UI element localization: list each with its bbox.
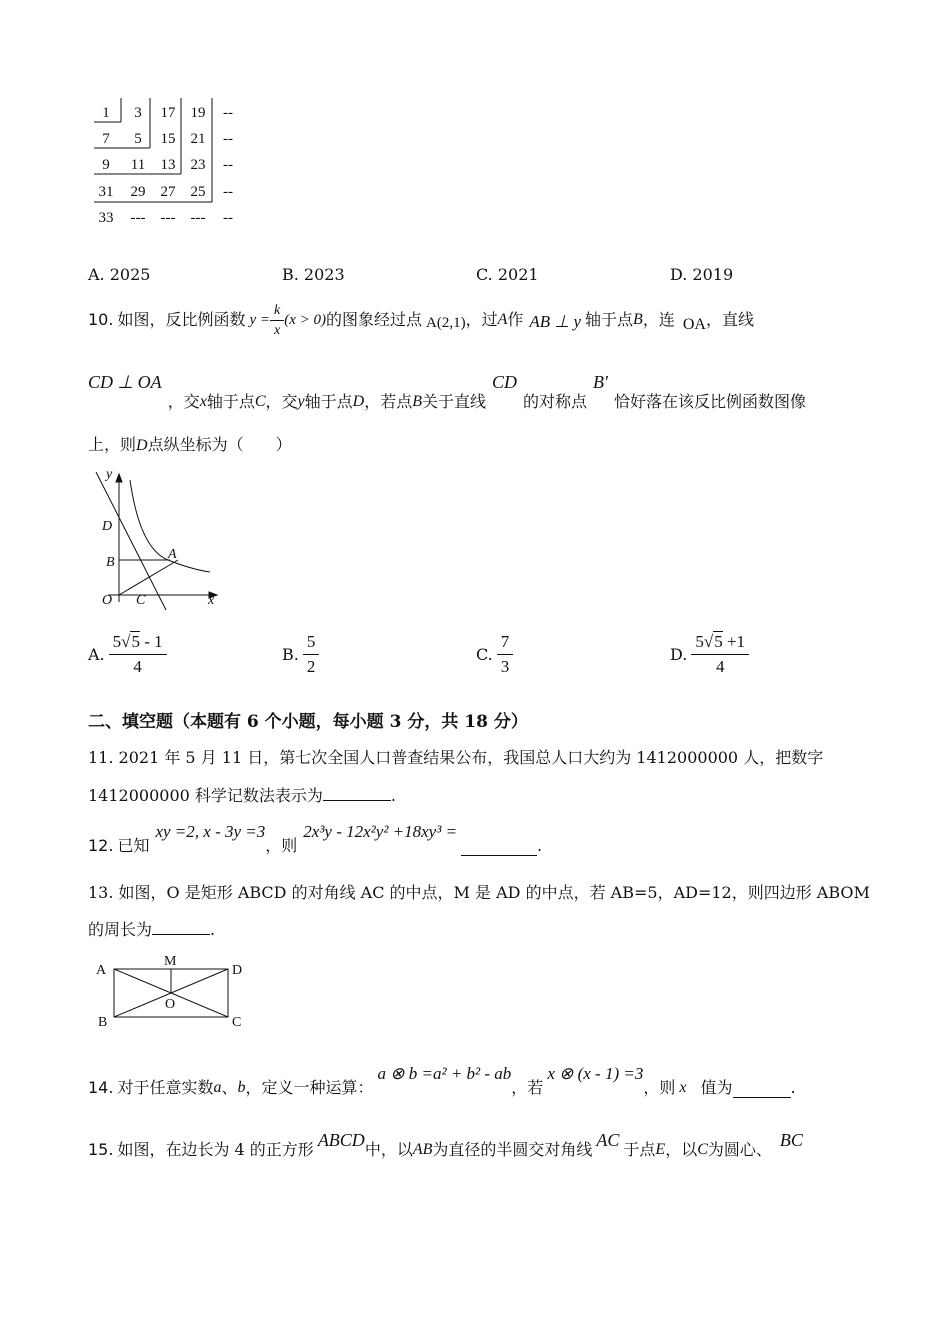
segment-oa [119,560,178,595]
grid-cell: 17 [160,105,176,121]
label-y: y [106,467,113,482]
q12-answer-blank[interactable] [461,841,537,856]
label-o: O [165,997,176,1012]
label-c: C [232,1015,242,1030]
q12-end: . [537,836,543,855]
q10-text-1b: 的图象经过点 [326,310,423,329]
q9-option-b: B. 2023 [282,265,345,284]
q10-text-3b: 点纵坐标为（ ） [147,435,292,454]
q14-answer-blank[interactable] [733,1083,791,1098]
q10-option-c [476,632,513,677]
q13-line-1: 13. 如图，O 是矩形 ABCD 的对角线 AC 的中点，M 是 AD 的中点，若 AB=5，AD=12，则四边形 ABOM [88,883,870,902]
grid-cell: 1 [102,105,110,121]
q11-answer-blank[interactable] [323,786,391,801]
q10-cd-perp: CD ⊥ OA [88,372,162,392]
q15-ac: AC [596,1130,620,1150]
q10-text-1f: ，连 [642,310,675,329]
q15-c: C [697,1141,708,1158]
q10-option-c-fraction: $\frac{7}{3}$ [497,632,514,677]
grid-cell: 19 [190,105,206,121]
q12-expression: 2x³y - 12x²y² +18xy³ = [303,822,458,841]
label-d: D [232,963,243,978]
q10-var-c: C [254,393,266,410]
q14-mid2: ，若 [511,1078,544,1097]
grid-cell: --- [190,210,206,226]
q10-text-1a: 如图，反比例函数 [117,310,246,329]
q14-end: . [790,1078,796,1097]
q10-var-d: D [352,393,365,410]
grid-cell: 11 [130,157,146,173]
q14-tail: 值为 [700,1078,733,1097]
grid-cell: 21 [190,131,206,147]
q10-option-d [670,632,749,677]
label-a: A [96,963,107,978]
q10-var-a: A [497,311,508,328]
q10-option-b-letter: B. [282,644,299,664]
q14-var-b: b [237,1079,246,1096]
grid-cell: --- [160,210,176,226]
grid-cell: 7 [102,131,110,147]
grid-cell: 25 [190,184,206,200]
label-b: B [106,555,115,570]
label-b: B [98,1015,108,1030]
q15-mid3: 于点 [623,1140,656,1159]
q10-text-1c: ，过 [465,310,498,329]
q10-option-b [282,632,319,677]
q14-mid1: ，定义一种运算： [245,1078,374,1097]
q10-option-d-letter: D. [670,644,688,664]
q10-text-1e: 轴于点 [585,310,634,329]
grid-cell: 13 [160,157,176,173]
q15-pre: 如图，在边长为 4 的正方形 [117,1140,314,1159]
q10-text-3a: 上，则 [88,435,137,454]
label-c: C [136,593,146,608]
q12-condition: xy =2, x - 3y =3 [155,822,266,841]
q14-number: 14. [88,1078,114,1097]
grid-cell: -- [223,105,233,121]
q10-var-b2: B [412,393,422,410]
q10-var-y: y [297,393,305,410]
q10-option-a-letter: A. [88,644,105,664]
q15-mid4: ，以 [665,1140,698,1159]
q15-line [88,1130,803,1160]
q10-line-2 [88,372,806,412]
q10-option-a [88,632,167,677]
q10-var-d2: D [136,437,148,454]
q10-text-2h: 恰好落在该反比例函数图像 [613,392,806,411]
q15-abcd: ABCD [317,1130,365,1150]
q14-mid3: ，则 [643,1078,676,1097]
q14-var-x: x [679,1079,687,1096]
q15-bc: BC [779,1130,803,1150]
q10-text-1g: ，直线 [705,310,754,329]
label-m: M [164,954,177,969]
grid-cell: -- [223,184,233,200]
q11-line-1: 11. 2021 年 5 月 11 日，第七次全国人口普查结果公布，我国总人口大约为 1412000000 人，把数字 [88,748,824,767]
q10-text-2g: 的对称点 [523,392,588,411]
q10-graph-figure [88,462,228,612]
q10-func-lhs: y = [249,312,270,328]
q15-ab: AB [412,1141,433,1158]
q10-option-d-fraction: $\frac{5√5 +1}{4}$ [691,632,749,677]
q15-mid2: 为直径的半圆交对角线 [432,1140,593,1159]
grid-numbers [99,105,234,226]
q12-number: 12. [88,836,114,855]
grid-cell: 33 [98,210,114,226]
q14-definition: a ⊗ b =a² + b² - ab [377,1064,512,1083]
q10-option-a-fraction: $\frac{5√5 - 1}{4}$ [109,632,167,677]
q15-number: 15. [88,1140,114,1159]
q10-text-2f: 关于直线 [422,392,487,411]
q11-line-2 [88,786,396,806]
grid-cell: -- [223,157,233,173]
q10-var-b: B [633,311,643,328]
q14-sep: 、 [221,1078,238,1097]
grid-cell: --- [130,210,146,226]
q9-option-a: A. 2025 [88,265,151,284]
label-d: D [102,519,113,534]
grid-cell: 29 [130,184,146,200]
q10-text-1d: 作 [507,310,524,329]
q10-func-cond: (x > 0) [284,312,326,328]
q10-option-c-letter: C. [476,644,493,664]
q10-text-2c: ，交 [265,392,298,411]
y-axis-arrow [116,474,122,482]
grid-cell: 5 [134,131,142,147]
q9-option-c: C. 2021 [476,265,539,284]
grid-cell: 31 [98,184,114,200]
q13-text: 的周长为 [88,920,153,939]
section-2-title: 二、填空题（本题有 6 个小题，每小题 3 分，共 18 分） [88,712,528,732]
grid-cell: 15 [160,131,176,147]
q12-mid: ，则 [265,836,298,855]
grid-cell: 9 [102,157,110,173]
q14-equation: x ⊗ (x - 1) =3 [547,1064,644,1083]
q10-oa: OA [682,316,706,333]
q10-number: 10. [88,310,114,329]
q11-end: . [390,786,396,805]
q14-line [88,1064,796,1098]
number-grid-figure [88,96,248,232]
q10-option-b-fraction: $\frac{5}{2}$ [303,632,320,677]
q12-line [88,822,542,856]
q13-rectangle-figure [92,950,252,1032]
q10-text-2b: 轴于点 [206,392,255,411]
q10-func-fraction: $\frac{k}{x}$ [270,303,284,338]
q10-cd: CD [492,372,518,392]
q12-pre: 已知 [117,836,150,855]
q13-answer-blank[interactable] [152,920,210,935]
line-cd [96,472,166,610]
q10-ab-perp: AB ⊥ y [529,312,582,331]
grid-cell: -- [223,210,233,226]
q10-line-3 [88,435,292,456]
label-a: A [168,547,177,562]
q15-mid5: 为圆心、 [707,1140,772,1159]
q10-text-2a: ，交 [167,392,200,411]
q11-text: 1412000000 科学记数法表示为 [88,786,323,805]
grid-cell: -- [223,131,233,147]
q15-mid1: 中，以 [364,1140,413,1159]
q10-point-a: A(2,1) [426,315,466,331]
q13-end: . [210,920,216,939]
label-o: O [102,593,113,608]
q15-e: E [655,1141,666,1158]
q10-text-2d: 轴于点 [304,392,353,411]
q14-pre: 对于任意实数 [117,1078,214,1097]
q10-text-2e: ，若点 [364,392,413,411]
grid-cell: 23 [190,157,206,173]
q14-var-a: a [213,1079,222,1096]
q10-var-x: x [199,393,207,410]
grid-cell: 27 [160,184,176,200]
grid-cell: 3 [134,105,142,121]
q10-line-1 [88,300,754,340]
q10-b-prime: B′ [593,372,608,392]
q13-line-2 [88,920,215,940]
q9-option-d: D. 2019 [670,265,734,284]
label-x: x [208,593,215,608]
